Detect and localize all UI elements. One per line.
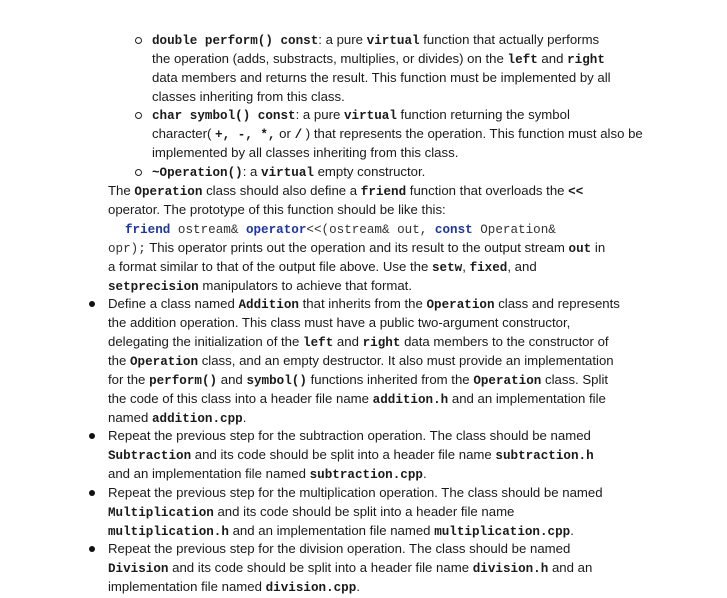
- destructor-signature: ~Operation(): [152, 166, 243, 180]
- symbol-signature: char symbol() const: [152, 109, 296, 123]
- bullet-dot-icon: [89, 433, 95, 439]
- bullet-dot-icon: [89, 546, 95, 552]
- hollow-bullet-icon: [135, 37, 142, 44]
- bullet-dot-icon: [89, 490, 95, 496]
- perform-signature: double perform() const: [152, 34, 319, 48]
- hollow-bullet-icon: [135, 169, 142, 176]
- operator-prototype: friend ostream& operator<<(ostream& out, const Operation&: [125, 223, 556, 237]
- bullet-dot-icon: [89, 301, 95, 307]
- hollow-bullet-icon: [135, 112, 142, 119]
